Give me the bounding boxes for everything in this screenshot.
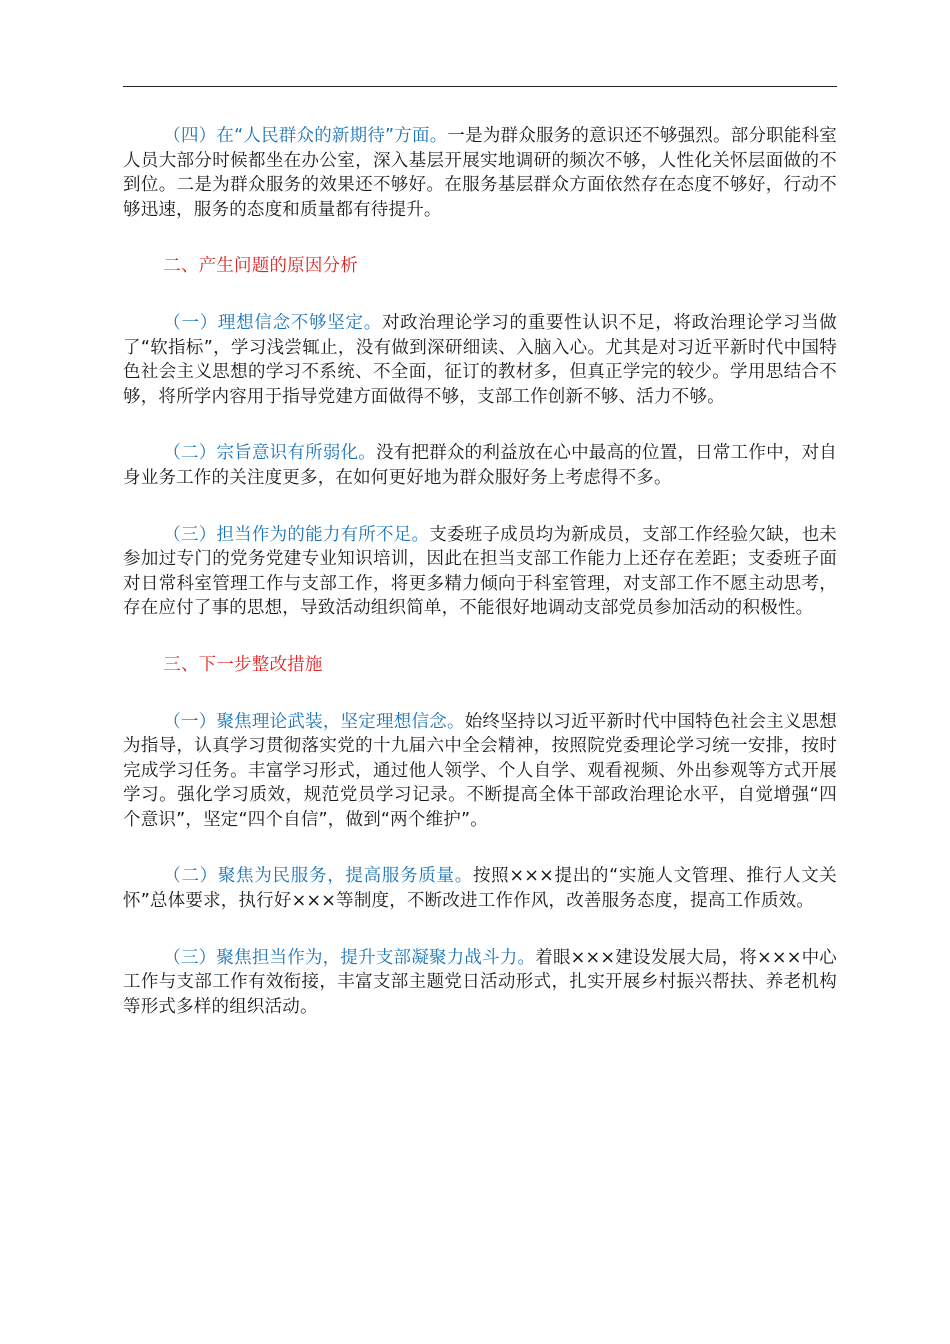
paragraph-text: 按照×××提出的“实施人文管理、推行人文关怀”总体要求，执行好×××等制度，不断改进工作作风，改善服务态度，提高工作质效。: [123, 866, 837, 912]
paragraph-measure-3: [123, 946, 837, 1020]
paragraph-cause-3: [123, 523, 837, 621]
section-heading-measures: 三、下一步整改措施: [163, 654, 323, 675]
paragraph-text: 没有把群众的利益放在心中最高的位置，日常工作中，对自身业务工作的关注度更多，在如何更好地为群众服好务上考虑得不多。: [123, 443, 837, 488]
paragraph-lead: （三）聚焦担当作为，提升支部凝聚力战斗力。: [163, 947, 536, 968]
paragraph-lead: （二）宗旨意识有所弱化。: [163, 443, 377, 464]
header-rule: [123, 86, 837, 87]
paragraph-measure-1: [123, 710, 837, 833]
paragraph-text: 支委班子成员均为新成员，支部工作经验欠缺，也未参加过专门的党务党建专业知识培训，因此在担当支部工作能力上还存在差距；支委班子面对日常科室管理工作与支部工作，将更多精力倾向于科室管理，对支部工作不愿主动思考，存在应付了事的思想，导致活动组织简单，不能很好地调动支部党员参加活动的积极性。: [123, 524, 837, 619]
paragraph-lead: （一）聚焦理论武装，坚定理想信念。: [163, 711, 465, 732]
paragraph-lead: （二）聚焦为民服务，提高服务质量。: [163, 866, 473, 887]
document-body: [123, 124, 837, 1051]
paragraph-lead: （四）在“人民群众的新期待”方面。: [163, 126, 448, 146]
paragraph-measure-2: [123, 864, 837, 913]
section-heading-causes: 二、产生问题的原因分析: [163, 256, 358, 277]
paragraph-text: 始终坚持以习近平新时代中国特色社会主义思想为指导，认真学习贯彻落实党的十九届六中全会精神，按照院党委理论学习统一安排，按时完成学习任务。丰富学习形式，通过他人领学、个人自学、观看视频、外出参观等方式开展学习。强化学习质效，规范党员学习记录。不断提高全体干部政治理论水平，自觉增强“四个意识”，坚定“四个自信”，做到“两个维护”。: [123, 711, 838, 830]
paragraph-text: 着眼×××建设发展大局，将×××中心工作与支部工作有效衔接，丰富支部主题党日活动形式，扎实开展乡村振兴帮扶、养老机构等形式多样的组织活动。: [123, 947, 838, 1017]
paragraph-cause-1: [123, 311, 837, 409]
paragraph-text: 一是为群众服务的意识还不够强烈。部分职能科室人员大部分时候都坐在办公室，深入基层开展实地调研的频次不够，人性化关怀层面做的不到位。二是为群众服务的效果还不够好。在服务基层群众方面依然存在态度不够好，行动不够迅速，服务的态度和质量都有待提升。: [123, 126, 837, 220]
paragraph-lead: （三）担当作为的能力有所不足。: [163, 524, 430, 545]
paragraph-lead: （一）理想信念不够坚定。: [163, 312, 382, 333]
paragraph-cause-2: [123, 441, 837, 490]
paragraph-new-expectations: [123, 124, 837, 222]
paragraph-text: 对政治理论学习的重要性认识不足，将政治理论学习当做了“软指标”，学习浅尝辄止，没有做到深研细读、入脑入心。尤其是对习近平新时代中国特色社会主义思想的学习不系统、不全面，征订的教材多，但真正学完的较少。学用思结合不够，将所学内容用于指导党建方面做得不够，支部工作创新不够、活力不够。: [123, 312, 837, 407]
